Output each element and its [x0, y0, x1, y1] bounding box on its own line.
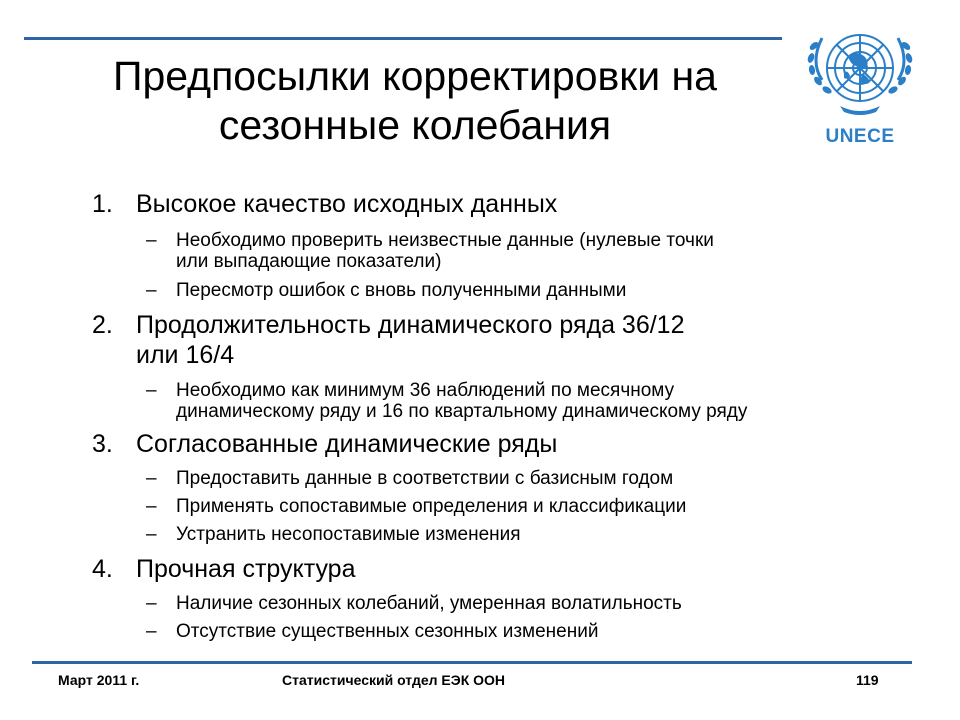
item-label: Продолжительность динамического ряда 36/12	[136, 311, 685, 339]
item-number: 4.	[92, 555, 113, 583]
sub-item-line: Применять сопоставимые определения и классификации	[176, 496, 687, 517]
logo-text: UNECE	[825, 126, 895, 147]
item-label: Согласованные динамические ряды	[136, 430, 558, 458]
dash-bullet: –	[146, 524, 157, 545]
dash-bullet: –	[146, 230, 157, 251]
sub-item-line: Отсутствие существенных сезонных изменений	[176, 621, 599, 642]
footer-page-number: 119	[856, 672, 879, 688]
sub-item-line: динамическому ряду и 16 по квартальному динамическому ряду	[176, 401, 748, 422]
dash-bullet: –	[146, 593, 157, 614]
item-label: Высокое качество исходных данных	[136, 190, 558, 218]
item-label: или 16/4	[136, 341, 235, 369]
sub-item-line: Наличие сезонных колебаний, умеренная волатильность	[176, 593, 682, 614]
item-number: 2.	[92, 311, 113, 339]
dash-bullet: –	[146, 280, 157, 301]
sub-item-line: Необходимо как минимум 36 наблюдений по месячному	[176, 380, 675, 401]
dash-bullet: –	[146, 621, 157, 642]
title-line-2: сезонные колебания	[218, 102, 612, 148]
sub-item-line: Пересмотр ошибок с вновь полученными данными	[176, 280, 627, 301]
sub-item-line: Необходимо проверить неизвестные данные (нулевые точки	[176, 230, 714, 251]
item-label: Прочная структура	[136, 555, 356, 583]
footer-organization: Статистический отдел ЕЭК ООН	[282, 672, 506, 688]
dash-bullet: –	[146, 496, 157, 517]
item-number: 1.	[92, 190, 113, 218]
bottom-divider	[32, 661, 912, 664]
sub-item-line: Устранить несопоставимые изменения	[176, 524, 521, 545]
dash-bullet: –	[146, 380, 157, 401]
sub-item-line: или выпадающие показатели)	[176, 251, 442, 272]
footer-date: Март 2011 г.	[58, 672, 140, 688]
sub-item-line: Предоставить данные в соответствии с базисным годом	[176, 468, 674, 489]
dash-bullet: –	[146, 468, 157, 489]
title-line-1: Предпосылки корректировки на	[113, 53, 717, 99]
item-number: 3.	[92, 430, 113, 458]
